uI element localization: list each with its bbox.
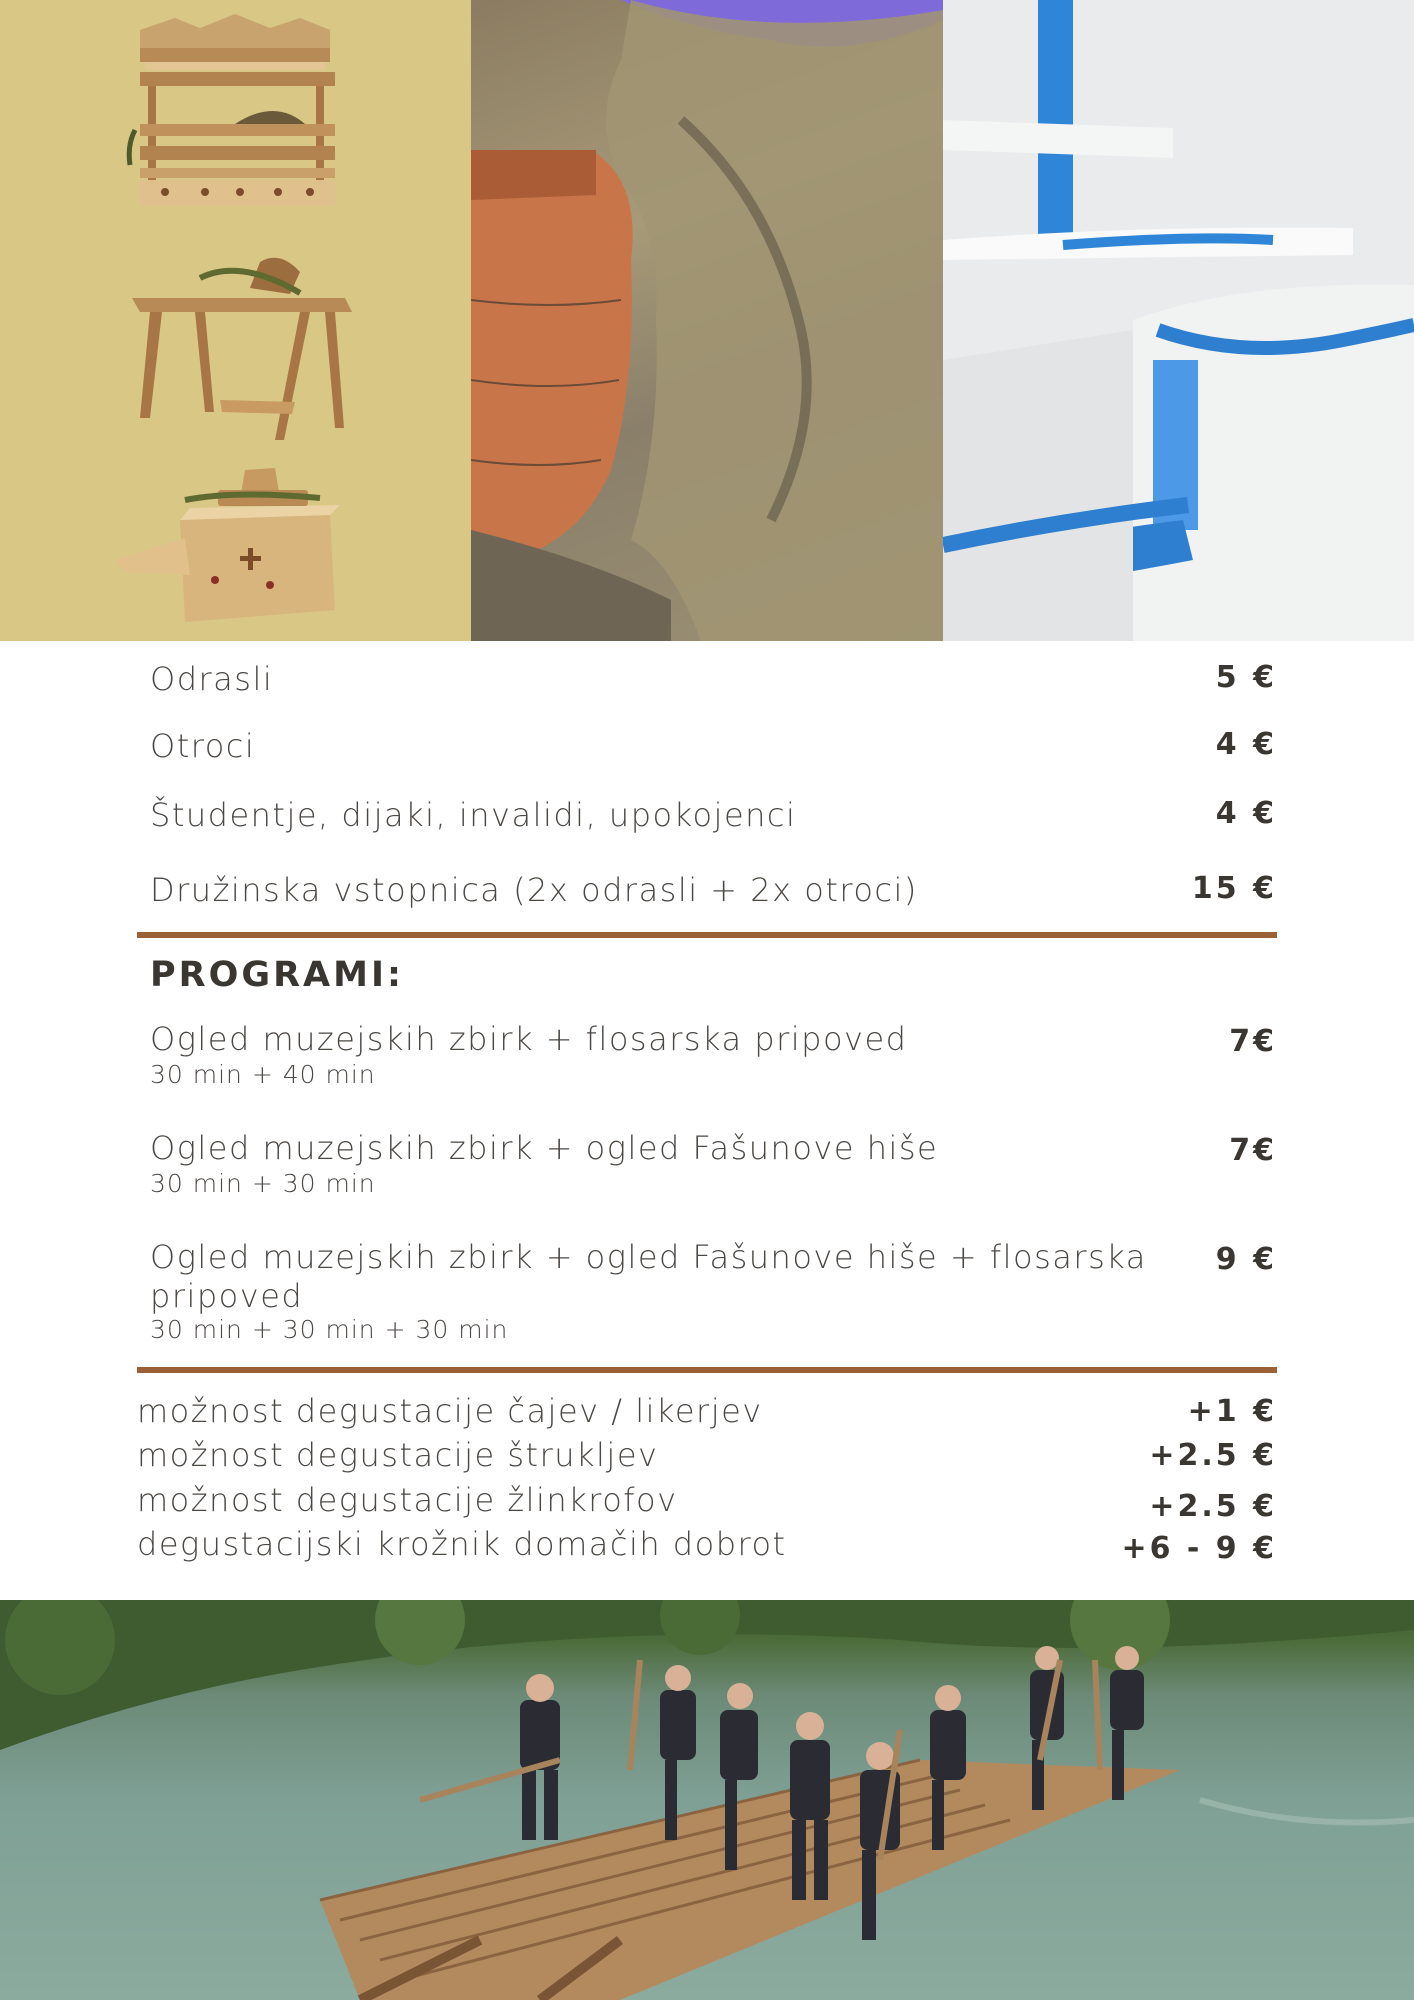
program-duration: 30 min + 30 min bbox=[150, 1169, 376, 1198]
raft-illustration bbox=[0, 1600, 1414, 2000]
ticket-label: Družinska vstopnica (2x odrasli + 2x otroci) bbox=[150, 871, 918, 909]
program-price: 9 € bbox=[1215, 1242, 1277, 1277]
program-label-line1: Ogled muzejskih zbirk + ogled Fašunove hiše + flosarska bbox=[150, 1238, 1147, 1276]
log-raft bbox=[320, 1760, 1180, 2000]
ticket-label: Študentje, dijaki, invalidi, upokojenci bbox=[150, 796, 797, 834]
program-item bbox=[150, 1020, 1277, 1089]
program-price: 7€ bbox=[1229, 1133, 1277, 1168]
divider-rule bbox=[137, 1367, 1277, 1373]
photo-wooden-tools bbox=[0, 0, 471, 641]
ticket-label: Odrasli bbox=[150, 660, 274, 698]
wooden-shelf bbox=[129, 14, 335, 206]
ticket-price: 4 € bbox=[1215, 796, 1277, 831]
ticket-row-adults bbox=[150, 660, 1277, 698]
extra-price: +2.5 € bbox=[1149, 1489, 1277, 1524]
wooden-table bbox=[132, 258, 352, 440]
extra-price: +6 - 9 € bbox=[1121, 1531, 1277, 1566]
ticket-price: 4 € bbox=[1215, 727, 1277, 762]
program-duration: 30 min + 30 min + 30 min bbox=[150, 1315, 509, 1344]
extra-label: možnost degustacije čajev / likerjev bbox=[137, 1392, 763, 1430]
extra-row bbox=[137, 1392, 1277, 1430]
program-price: 7€ bbox=[1229, 1024, 1277, 1059]
program-item bbox=[150, 1238, 1277, 1344]
clay-pot bbox=[471, 150, 633, 565]
extra-row bbox=[137, 1525, 1277, 1566]
wooden-tools-illustration bbox=[0, 0, 471, 641]
ticket-label: Otroci bbox=[150, 727, 256, 765]
extra-label: možnost degustacije žlinkrofov bbox=[137, 1481, 678, 1519]
ticket-price: 15 € bbox=[1191, 871, 1277, 906]
ticket-row-reduced bbox=[150, 796, 1277, 834]
program-item bbox=[150, 1129, 1277, 1198]
extra-label: degustacijski krožnik domačih dobrot bbox=[137, 1525, 787, 1563]
extra-row bbox=[137, 1481, 1277, 1524]
photo-raft-river bbox=[0, 1600, 1414, 2000]
program-label: Ogled muzejskih zbirk + ogled Fašunove hiše bbox=[150, 1129, 939, 1167]
extra-label: možnost degustacije štrukljev bbox=[137, 1436, 659, 1474]
ticket-price: 5 € bbox=[1215, 660, 1277, 695]
program-label-line2: pripoved bbox=[150, 1277, 304, 1315]
steps-illustration bbox=[943, 0, 1414, 641]
ticket-row-children bbox=[150, 727, 1277, 765]
extra-row bbox=[137, 1436, 1277, 1474]
photo-clay-pot-rock bbox=[471, 0, 943, 641]
extra-price: +2.5 € bbox=[1149, 1438, 1277, 1473]
photo-white-steps-blue-resin bbox=[943, 0, 1414, 641]
programs-heading: PROGRAMI: bbox=[150, 955, 404, 995]
extra-price: +1 € bbox=[1187, 1394, 1277, 1429]
program-label: Ogled muzejskih zbirk + flosarska pripoved bbox=[150, 1020, 908, 1058]
ticket-row-family bbox=[150, 871, 1277, 909]
program-duration: 30 min + 40 min bbox=[150, 1060, 376, 1089]
divider-rule bbox=[137, 932, 1277, 938]
wooden-box bbox=[115, 468, 340, 622]
clay-pot-illustration bbox=[471, 0, 943, 641]
